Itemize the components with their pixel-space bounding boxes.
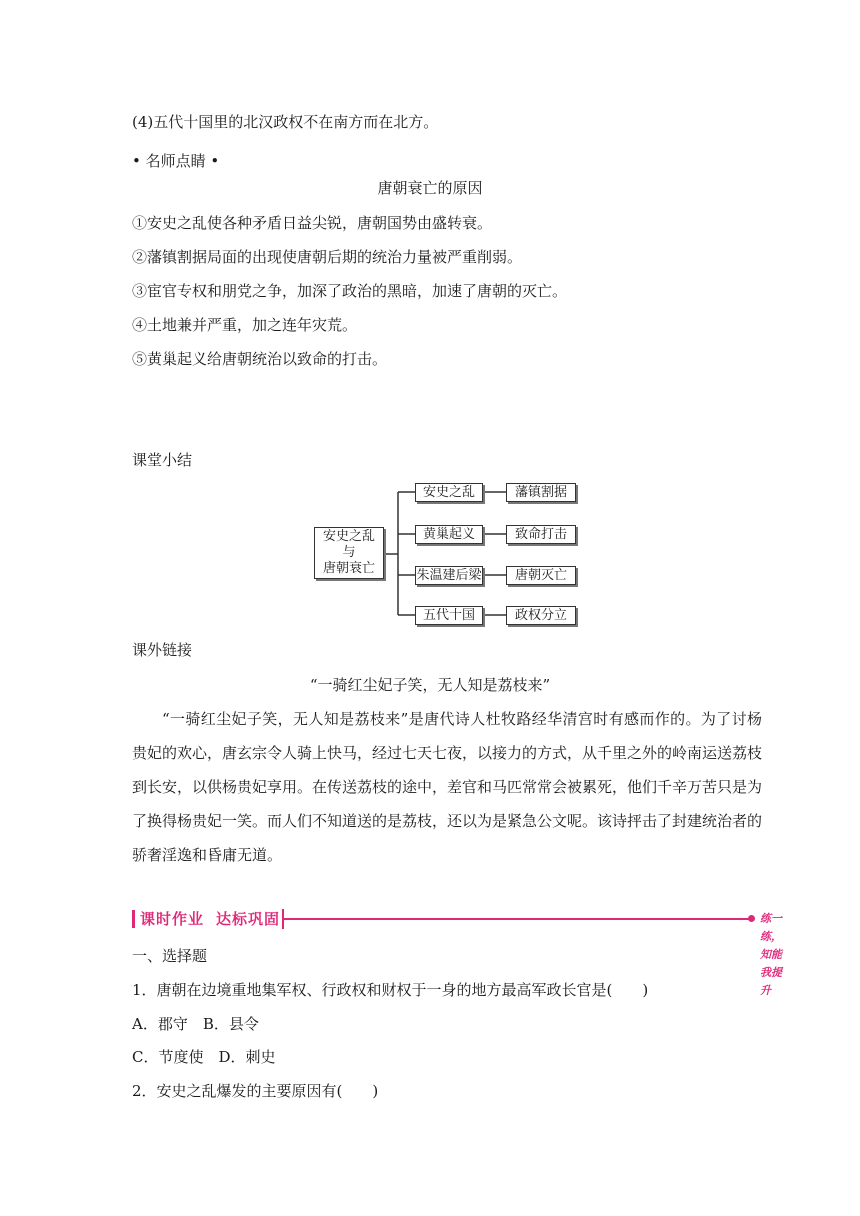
extra-title: “一骑红尘妃子笑，无人知是荔枝来”	[309, 676, 551, 694]
banner-title	[140, 908, 280, 930]
question-2: 2．安史之乱爆发的主要原因有( )	[132, 1082, 379, 1100]
summary-result-3: 唐朝灭亡	[506, 566, 576, 585]
reason-item-4: ④土地兼并严重，加之连年灾荒。	[132, 316, 358, 334]
extra-heading: 课外链接	[132, 641, 193, 659]
banner-left-bar	[132, 910, 135, 928]
exercise-section-heading: 一、选择题	[132, 947, 208, 965]
teacher-tip-title: 唐朝衰亡的原因	[377, 179, 483, 197]
banner-slogan: 练一练，知能我提升	[760, 912, 782, 997]
summary-root-line-3: 唐朝衰亡	[322, 561, 375, 576]
extra-paragraph: “一骑红尘妃子笑，无人知是荔枝来”是唐代诗人杜牧路经华清宫时有感而作的。为了讨杨贵妃的欢心，唐玄宗令人骑上快马，经过七天七夜，以接力的方式，从千里之外的岭南运送荔枝到长安，以供杨贵妃享用。在传送荔枝的途中，差官和马匹常常会被累死，他们千辛万苦只是为了换得杨贵妃一笑。而人们不知道送的是荔枝，还以为是紧急公文呢。该诗抨击了封建统治者的骄奢淫逸和昏庸无道。	[132, 710, 763, 864]
reason-item-2: ②藩镇割据局面的出现使唐朝后期的统治力量被严重削弱。	[132, 248, 523, 266]
banner-dot-icon	[748, 915, 755, 922]
reason-item-3: ③宦官专权和朋党之争，加深了政治的黑暗，加速了唐朝的灭亡。	[132, 282, 568, 300]
top-note: (4)五代十国里的北汉政权不在南方而在北方。	[132, 113, 439, 131]
question-1-options-cd: C．节度使 D．刺史	[132, 1048, 276, 1066]
question-1: 1．唐朝在边境重地集军权、行政权和财权于一身的地方最高军政长官是( )	[132, 981, 649, 999]
banner-rule	[284, 918, 750, 920]
summary-event-4: 五代十国	[415, 606, 483, 625]
summary-result-4: 政权分立	[506, 606, 576, 625]
banner-title-b: 达标巩固	[216, 910, 281, 928]
summary-event-1: 安史之乱	[415, 483, 483, 502]
reason-item-5: ⑤黄巢起义给唐朝统治以致命的打击。	[132, 350, 388, 368]
summary-root-line-2: 与	[342, 545, 356, 560]
teacher-tip-heading: • 名师点睛 •	[132, 152, 220, 170]
banner-title-a: 课时作业	[140, 910, 205, 928]
summary-event-2: 黄巢起义	[415, 525, 483, 544]
summary-heading: 课堂小结	[132, 451, 193, 469]
summary-root-line-1: 安史之乱	[322, 529, 375, 544]
summary-event-3: 朱温建后梁	[415, 566, 483, 585]
reason-item-1: ①安史之乱使各种矛盾日益尖锐，唐朝国势由盛转衰。	[132, 214, 493, 232]
summary-root-box	[314, 527, 384, 579]
summary-result-1: 藩镇割据	[506, 483, 576, 502]
summary-result-2: 致命打击	[506, 525, 576, 544]
question-1-options-ab: A．郡守 B．县令	[132, 1015, 259, 1033]
